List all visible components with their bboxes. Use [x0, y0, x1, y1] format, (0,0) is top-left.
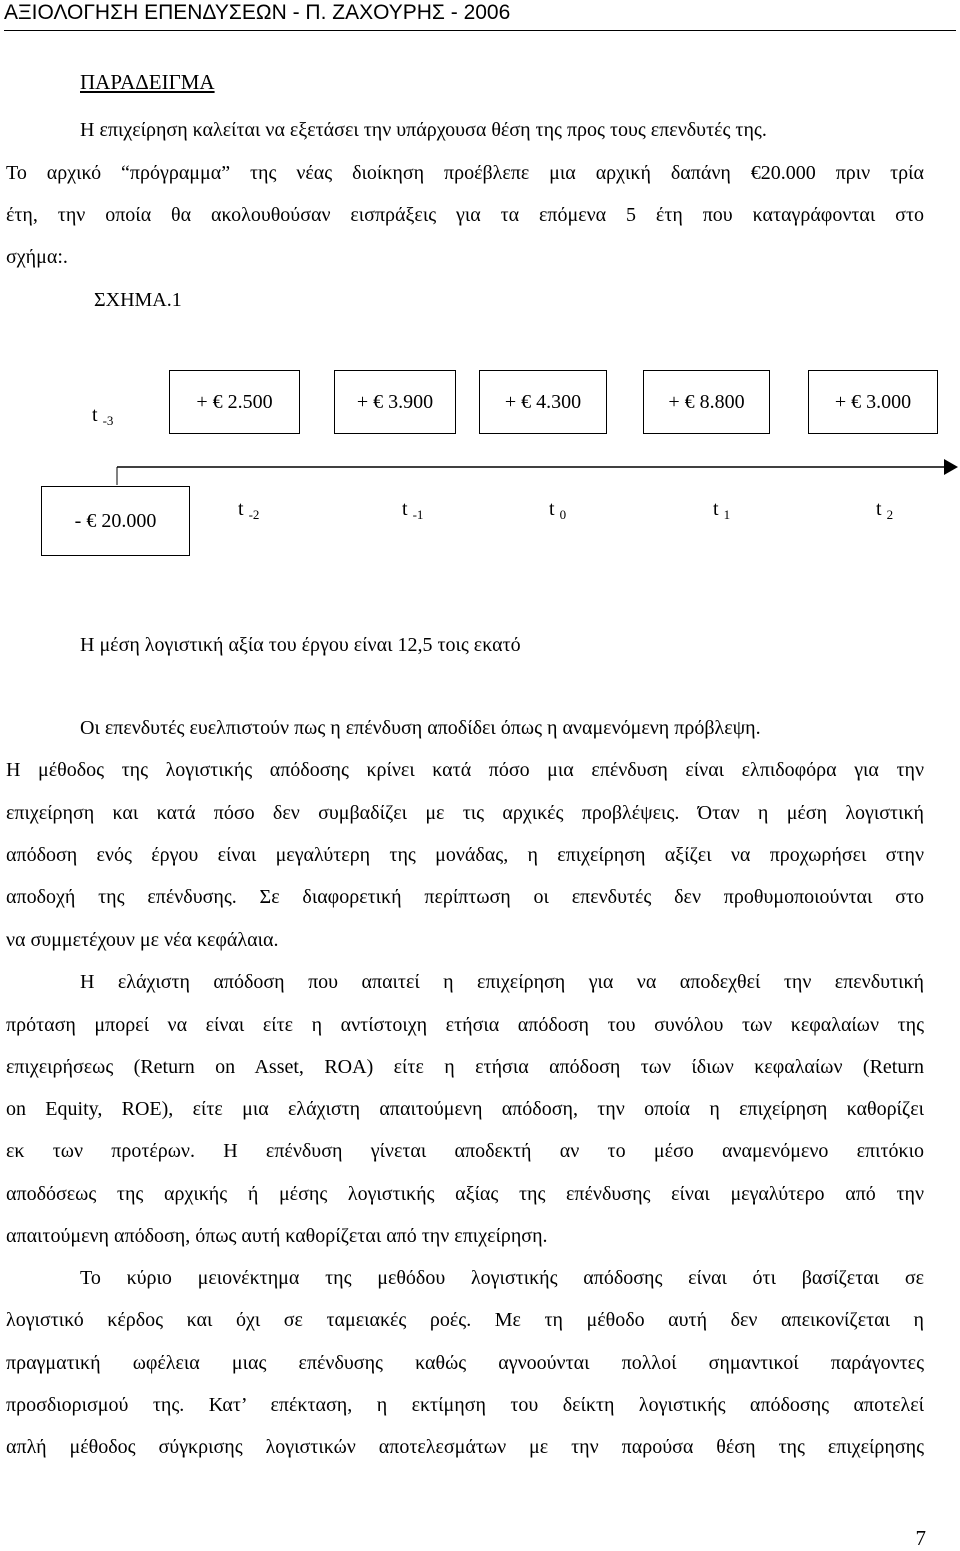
p2-line-4: on Equity, ROE), είτε μια ελάχιστη απαιτούμενη απόδοση, την οποία η επιχείρηση καθορίζει [6, 1098, 924, 1120]
period-label-4: t $_1$ [713, 498, 731, 522]
p2-line-2: πρόταση μπορεί να είναι είτε η αντίστοιχη ετήσια απόδοση του συνόλου των κεφαλαίων της [6, 1014, 924, 1036]
example-title: ΠΑΡΑΔΕΙΓΜΑ [80, 70, 215, 94]
p2-line-7: απαιτούμενη απόδοση, όπως αυτή καθορίζεται από την επιχείρηση. [6, 1225, 548, 1247]
running-header: ΑΞΙΟΛΟΓΗΣΗ ΕΠΕΝΔΥΣΕΩΝ - Π. ΖΑΧΟΥΡΗΣ - 2006 [4, 1, 511, 24]
p3-line-1: Το κύριο μειονέκτημα της μεθόδου λογιστικής απόδοσης είναι ότι βασίζεται σε [80, 1267, 924, 1289]
period-label-3: t $_0$ [549, 498, 567, 522]
example-line-1: Η επιχείρηση καλείται να εξετάσει την υπάρχουσα θέση της προς τους επενδυτές της. [80, 119, 767, 141]
page-number: 7 [915, 1526, 926, 1550]
example-line-4: σχήμα:. [6, 246, 68, 268]
p1-line-5: αποδοχή της επένδυσης. Σε διαφορετική περίπτωση οι επενδυτές δεν προθυμοποιούνται στο [6, 886, 924, 908]
p3-line-3: πραγματική ωφέλεια μιας επένδυσης καθώς αγνοούνται πολλοί σημαντικοί παράγοντες [6, 1352, 924, 1374]
p2-line-5: εκ των προτέρων. Η επένδυση γίνεται αποδεκτή αν το μέσο αναμενόμενο επιτόκιο [6, 1140, 924, 1162]
p2-line-6: αποδόσεως της αρχικής ή μέσης λογιστικής αξίας της επένδυσης είναι μεγαλύτερο από την [6, 1183, 924, 1205]
inflow-box-5: + € 3.000 [808, 370, 938, 434]
p3-line-2: λογιστικό κέρδος και όχι σε ταμειακές ροές. Με τη μέθοδο αυτή δεν απεικονίζεται η [6, 1309, 924, 1331]
period-label-2: t $_{-1}$ [402, 498, 424, 522]
p2-line-1: Η ελάχιστη απόδοση που απαιτεί η επιχείρηση για να αποδεχθεί την επενδυτική [80, 971, 924, 993]
timeline-axis [0, 455, 960, 485]
p1-line-4: απόδοση ενός έργου είναι μεγαλύτερη της μονάδας, η επιχείρηση αξίζει να προχωρήσει στην [6, 844, 924, 866]
initial-outflow-box: - € 20.000 [41, 486, 190, 556]
p1-line-3: επιχείρηση και κατά πόσο δεν συμβαδίζει με τις αρχικές προβλέψεις. Όταν η μέση λογιστική [6, 802, 924, 824]
period-label-1: t $_{-2}$ [238, 498, 260, 522]
p3-line-4: προσδιορισμού της. Κατ’ επέκταση, η εκτίμηση του δείκτη λογιστικής απόδοσης αποτελεί [6, 1394, 924, 1416]
timeline-start-label: t $_{-3}$ [92, 404, 114, 428]
example-line-3: έτη, την οποία θα ακολουθούσαν εισπράξεις για τα επόμενα 5 έτη που καταγράφονται στο [6, 204, 924, 226]
p2-line-3: επιχειρήσεως (Return on Asset, ROA) είτε η ετήσια απόδοση των ίδιων κεφαλαίων (Return [6, 1056, 924, 1078]
avg-value-note: Η μέση λογιστική αξία του έργου είναι 12,5 τοις εκατό [80, 634, 521, 656]
period-label-5: t $_2$ [876, 498, 894, 522]
inflow-box-1: + € 2.500 [169, 370, 300, 434]
inflow-box-3: + € 4.300 [479, 370, 607, 434]
p1-line-1: Οι επενδυτές ευελπιστούν πως η επένδυση αποδίδει όπως η αναμενόμενη πρόβλεψη. [80, 717, 761, 739]
p3-line-5: απλή μέθοδος σύγκρισης λογιστικών αποτελεσμάτων με την παρούσα θέση της επιχείρησης [6, 1436, 924, 1458]
header-rule [4, 30, 956, 31]
inflow-box-4: + € 8.800 [643, 370, 770, 434]
inflow-box-2: + € 3.900 [334, 370, 456, 434]
timeline-arrowhead [944, 459, 958, 475]
figure-label: ΣΧΗΜΑ.1 [94, 289, 182, 311]
example-line-2: Το αρχικό “πρόγραμμα” της νέας διοίκηση προέβλεπε μια αρχική δαπάνη €20.000 πριν τρία [6, 162, 924, 184]
p1-line-2: Η μέθοδος της λογιστικής απόδοσης κρίνει κατά πόσο μια επένδυση είναι ελπιδοφόρα για την [6, 759, 924, 781]
p1-line-6: να συμμετέχουν με νέα κεφάλαια. [6, 929, 279, 951]
